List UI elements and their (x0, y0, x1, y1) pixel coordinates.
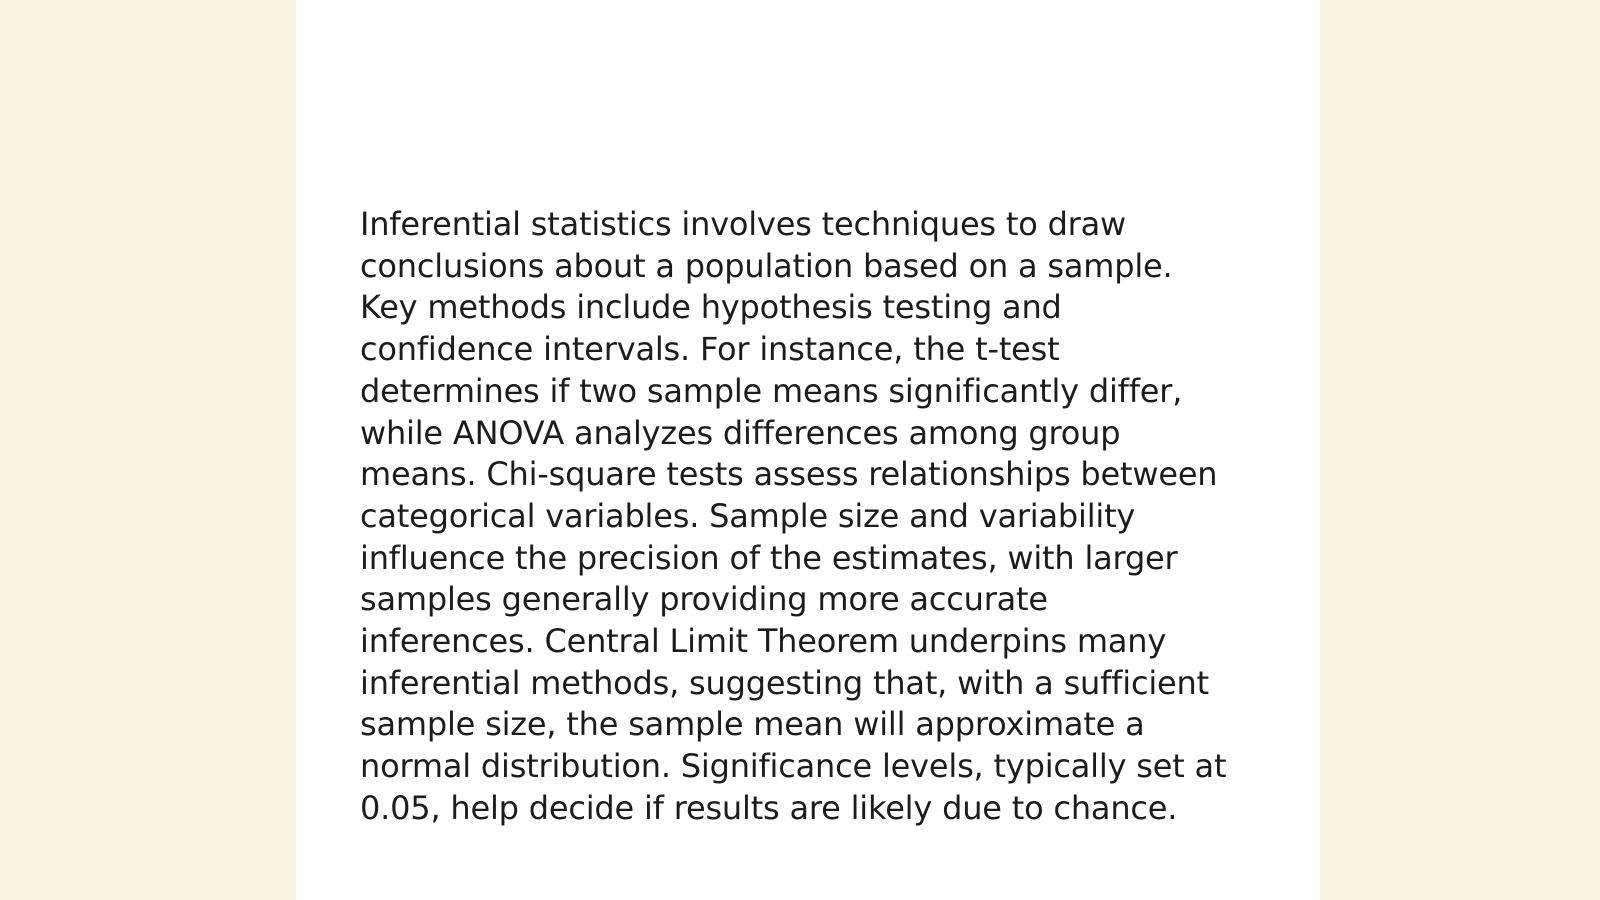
paragraph-line: 0.05, help decide if results are likely due to chance. (360, 788, 1178, 827)
paragraph-line: Key methods include hypothesis testing and (360, 288, 1062, 327)
paragraph-line: conclusions about a population based on a sample. (360, 246, 1173, 285)
paragraph-line: while ANOVA analyzes differences among group (360, 413, 1121, 452)
paragraph-line: Inferential statistics involves techniques to draw (360, 205, 1127, 243)
paragraph-line: influence the precision of the estimates, with larger (360, 538, 1178, 577)
paragraph-line: sample size, the sample mean will approximate a (360, 705, 1145, 744)
paragraph-line: inferential methods, suggesting that, with a sufficient (360, 663, 1209, 702)
paragraph-line: normal distribution. Significance levels, typically set at (360, 747, 1227, 786)
paragraph-line: confidence intervals. For instance, the t-test (360, 330, 1060, 369)
paragraph-line: inferences. Central Limit Theorem underpins many (360, 622, 1167, 661)
paragraph-line: determines if two sample means significantly differ, (360, 371, 1183, 410)
paragraph-line: categorical variables. Sample size and variability (360, 496, 1136, 535)
document-page (296, 0, 1320, 900)
body-paragraph (360, 204, 1260, 830)
paragraph-line: means. Chi-square tests assess relationships between (360, 455, 1218, 494)
paragraph-line: samples generally providing more accurate (360, 580, 1048, 619)
